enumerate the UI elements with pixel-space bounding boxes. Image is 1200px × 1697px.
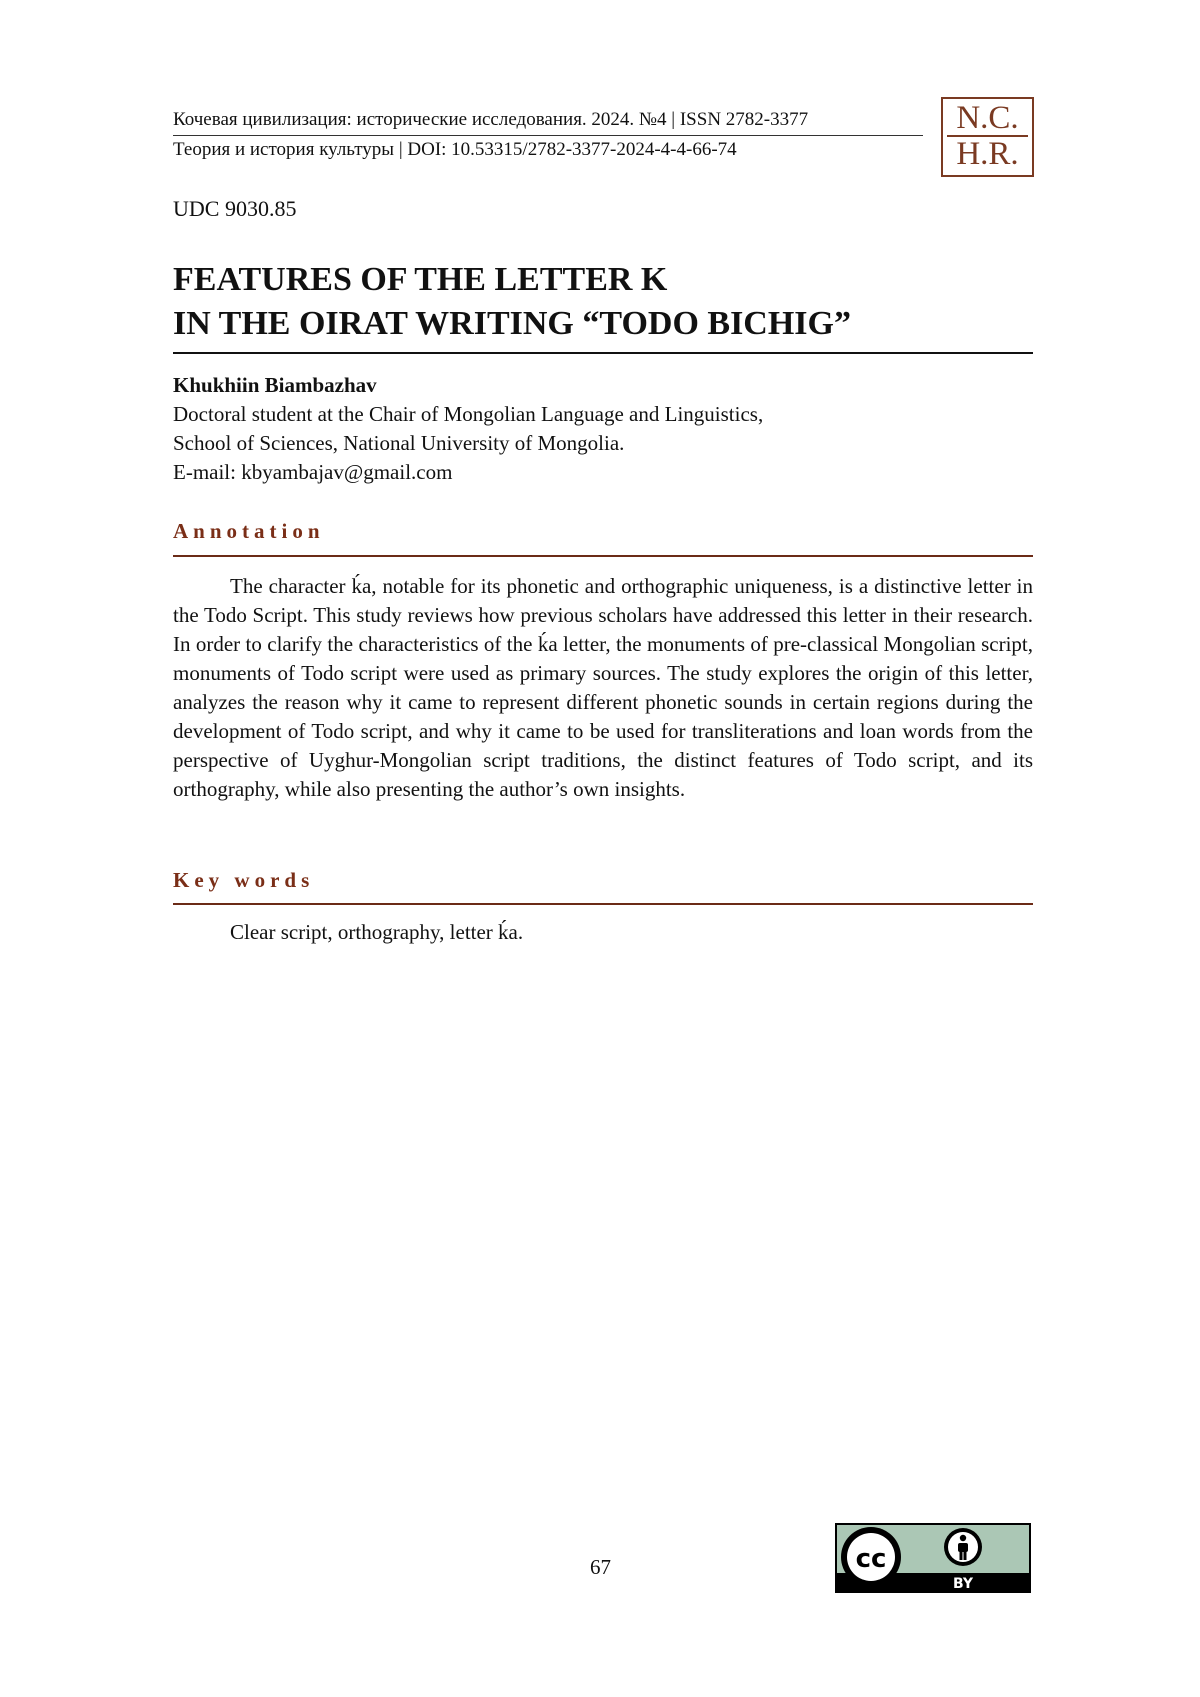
svg-text:cc: cc <box>855 1544 887 1574</box>
annotation-heading: Annotation <box>173 519 325 543</box>
author-block <box>173 371 1033 487</box>
keywords-text: Clear script, orthography, letter ḱa. <box>230 920 524 944</box>
annotation-divider <box>173 555 1033 557</box>
author-email: E-mail: kbyambajav@gmail.com <box>173 460 453 484</box>
title-divider <box>173 352 1033 354</box>
keywords-divider <box>173 903 1033 905</box>
annotation-text: The character ḱa, notable for its phonetic and orthographic uniqueness, is a distinctive letter in the Todo Script. This study reviews how previous scholars have addressed this letter in their research. In order to clarify the characteristics of the ḱa letter, the monuments of pre-classical Mongolian script, monuments of Todo script were used as primary sources. The study explores the origin of this letter, analyzes the reason why it came to represent different phonetic sounds in certain regions during the development of Todo script, and why it came to be used for transliterations and loan words from the perspective of Uyghur-Mongolian script traditions, the distinct features of Todo script, and its orthography, while also presenting the author’s own insights. <box>173 574 1033 801</box>
page-number: 67 <box>590 1555 611 1579</box>
running-header <box>173 106 923 164</box>
cc-by-license-badge <box>835 1523 1031 1593</box>
attribution-person-icon <box>944 1528 982 1566</box>
cc-icon <box>841 1527 901 1587</box>
journal-logo <box>941 97 1034 177</box>
keywords-heading: Key words <box>173 868 315 892</box>
udc-code: UDC 9030.85 <box>173 196 297 221</box>
title-line-1: FEATURES OF THE LETTER K <box>173 261 668 298</box>
license-by-label: BY <box>952 1576 974 1592</box>
author-name: Khukhiin Biambazhav <box>173 373 377 397</box>
author-affiliation-2: School of Sciences, National University of Mongolia. <box>173 431 625 455</box>
author-affiliation-1: Doctoral student at the Chair of Mongolian Language and Linguistics, <box>173 402 764 426</box>
logo-line-2: H.R. <box>947 135 1028 171</box>
logo-line-1: N.C. <box>956 100 1019 136</box>
section-doi-line: Теория и история культуры | DOI: 10.53315/2782-3377-2024-4-4-66-74 <box>173 139 737 160</box>
title-line-2: IN THE OIRAT WRITING “TODO BICHIG” <box>173 305 851 342</box>
journal-line: Кочевая цивилизация: исторические исследования. 2024. №4 | ISSN 2782-3377 <box>173 106 923 136</box>
article-title <box>173 258 1033 346</box>
